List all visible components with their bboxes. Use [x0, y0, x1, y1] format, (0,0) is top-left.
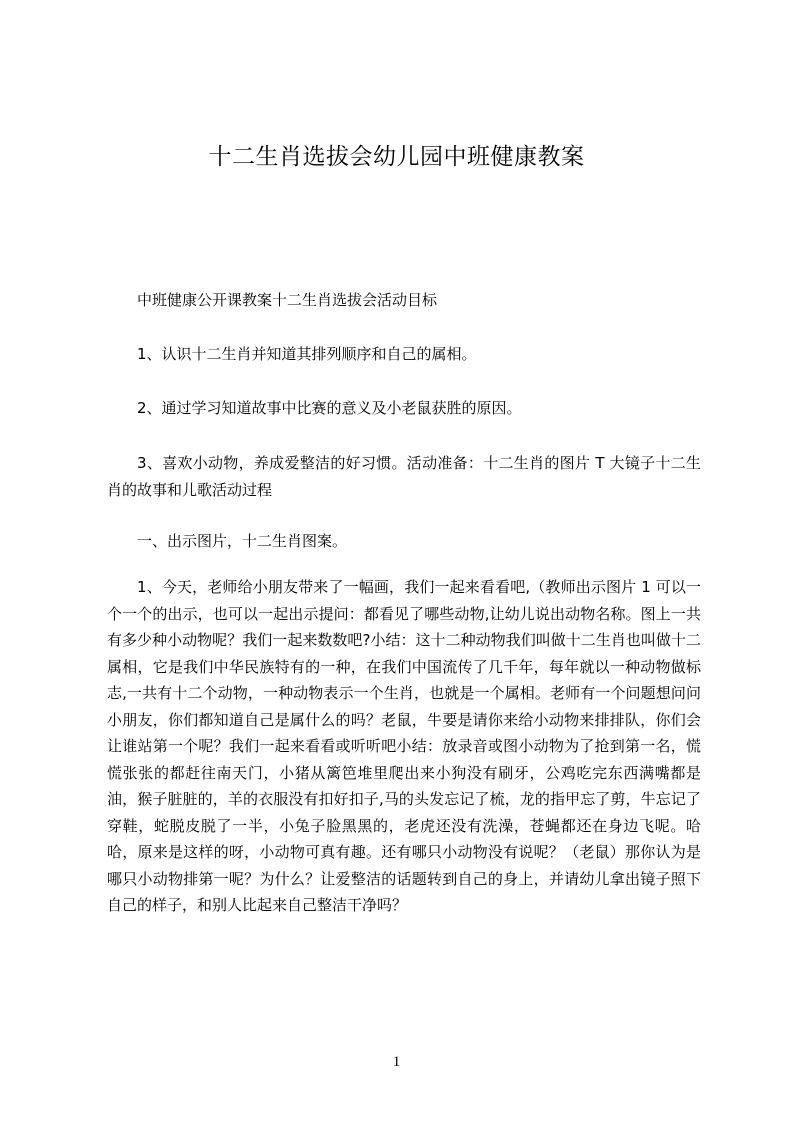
paragraph-section-1-heading: 一、出示图片，十二生肖图案。 — [137, 532, 348, 550]
page-number: 1 — [392, 1054, 401, 1070]
paragraph-goal-1: 1、认识十二生肖并知道其排列顺序和自己的属相。 — [137, 345, 477, 363]
paragraph-goal-2: 2、通过学习知道故事中比赛的意义及小老鼠获胜的原因。 — [137, 399, 522, 417]
paragraph-section-1-body: 1、今天，老师给小朋友带来了一幅画，我们一起来看看吧,（教师出示图片 1 可以一个一个的出示，也可以一起出示提问：都看见了哪些动物,让幼儿说出动物名称。图上一共有多少种小动物呢？我们一起来数数吧?小结：这十二种动物我们叫做十二生肖也叫做十二属相，它是我们中华民族特有的一种，在我们中国流传了几千年，每年就以一种动物做标志,一共有十二个动物，一种动物表示一个生肖，也就是一个属相。老师有一个问题想问问小朋友，你们都知道自己是属什么的吗？老鼠，牛要是请你来给小动物来排排队，你们会让谁站第一个呢？我们一起来看看或听听吧小结：放录音或图小动物为了抢到第一名，慌慌张张的都赶往南天门，小猪从篱笆堆里爬出来小狗没有刷牙，公鸡吃完东西满嘴都是油，猴子脏脏的，羊的衣服没有扣好扣子,马的头发忘记了梳，龙的指甲忘了剪，牛忘记了穿鞋，蛇脱皮脱了一半，小兔子脸黑黑的，老虎还没有洗澡，苍蝇都还在身边飞呢。哈哈，原来是这样的呀，小动物可真有趣。还有哪只小动物没有说呢？（老鼠）那你认为是哪只小动物排第一呢？为什么？让爱整洁的话题转到自己的身上，并请幼儿拿出镜子照下自己的样子，和别人比起来自己整洁干净吗？ — [107, 578, 701, 914]
paragraph-activity-goals-heading: 中班健康公开课教案十二生肖选拔会活动目标 — [137, 291, 438, 309]
paragraph-goal-3-preparation: 3、喜欢小动物，养成爱整洁的好习惯。活动准备：十二生肖的图片 T 大镜子十二生肖的故事和儿歌活动过程 — [107, 454, 701, 499]
document-title: 十二生肖选拔会幼儿园中班健康教案 — [208, 144, 585, 170]
